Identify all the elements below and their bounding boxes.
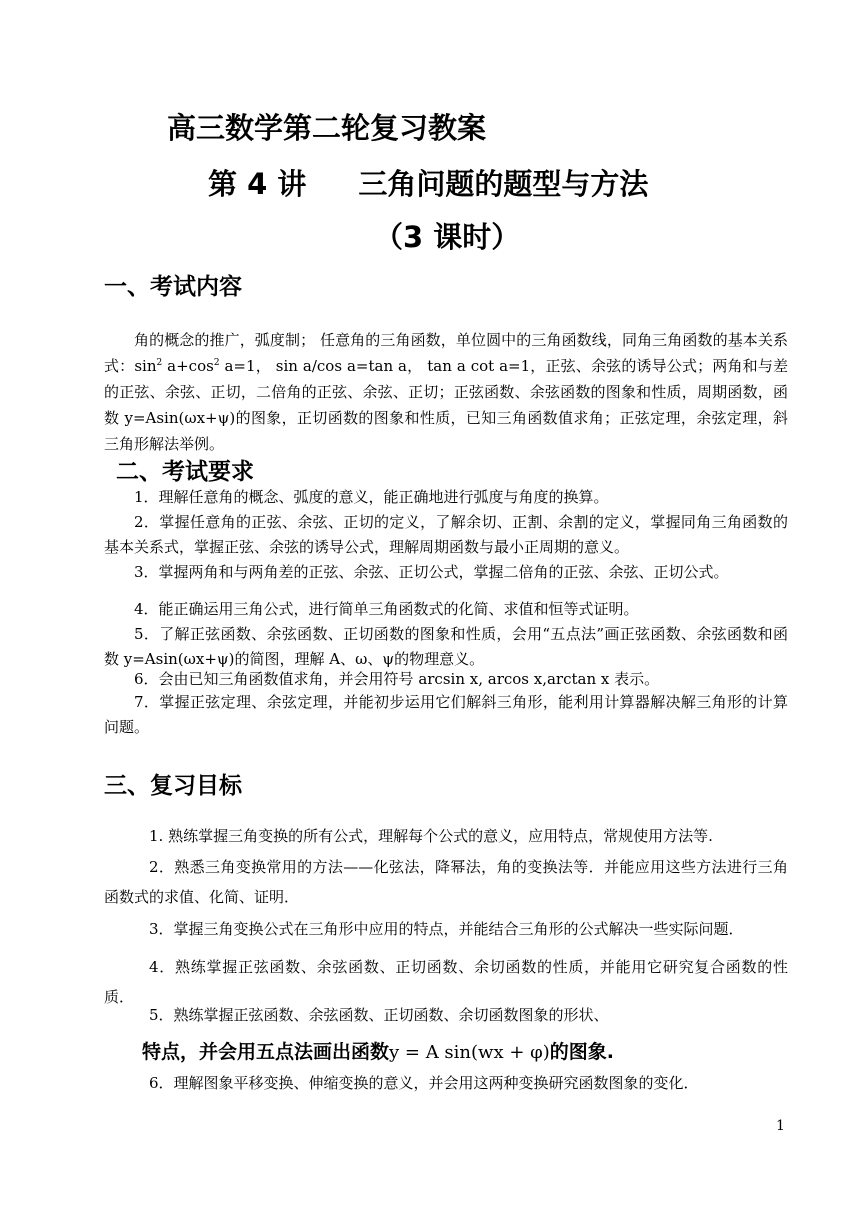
- section2-item: 5．了解正弦函数、余弦函数、正切函数的图象和性质，会用“五点法”画正弦函数、余弦函数和函数 y=Asin(ωx+ψ)的简图，理解 A、ω、ψ的物理意义。: [104, 625, 788, 668]
- page-number: 1: [776, 1118, 785, 1134]
- lecture-hours: （3 课时）: [374, 220, 521, 254]
- superscript: 2: [213, 358, 220, 368]
- section3-item: 1. 熟练掌握三角变换的所有公式，理解每个公式的意义，应用特点，常规使用方法等.: [149, 827, 713, 845]
- item5-text-a: 特点，并会用五点法画出函数: [142, 1041, 390, 1063]
- section2-item: 7．掌握正弦定理、余弦定理，并能初步运用它们解斜三角形，能利用计算器解决解三角形的计算问题。: [104, 693, 788, 736]
- function-formula: y = A sin(wx + φ): [389, 1042, 550, 1063]
- superscript: 2: [156, 358, 163, 368]
- section2-item: 1．理解任意角的概念、弧度的意义，能正确地进行弧度与角度的换算。: [134, 488, 609, 506]
- lecture-number: 第 4 讲: [208, 167, 307, 201]
- section3-item: 3．掌握三角变换公式在三角形中应用的特点，并能结合三角形的公式解决一些实际问题．: [149, 920, 744, 938]
- section2-item: 2．掌握任意角的正弦、余弦、正切的定义，了解余切、正割、余割的定义，掌握同角三角函数的基本关系式，掌握正弦、余弦的诱导公式，理解周期函数与最小正周期的意义。: [104, 513, 788, 556]
- section3-item: 5．熟练掌握正弦函数、余弦函数、正切函数、余切函数图象的形状、: [149, 1006, 609, 1024]
- section3-item: 6．理解图象平移变换、伸缩变换的意义，并会用这两种变换研究函数图象的变化．: [149, 1074, 699, 1092]
- section2-item: 4．能正确运用三角公式，进行简单三角函数式的化简、求值和恒等式证明。: [134, 600, 639, 618]
- section2-item: 3．掌握两角和与两角差的正弦、余弦、正切公式，掌握二倍角的正弦、余弦、正切公式。: [134, 563, 729, 581]
- section3-heading: 三、复习目标: [104, 773, 242, 799]
- section3-item: 4．熟练掌握正弦函数、余弦函数、正切函数、余切函数的性质，并能用它研究复合函数的性质．: [104, 958, 788, 1006]
- section3-item5-continuation: [142, 1037, 614, 1064]
- lecture-title: [208, 162, 648, 203]
- item5-text-b: 的图象.: [549, 1041, 614, 1063]
- section2-item: 6．会由已知三角函数值求角，并会用符号 arcsin x, arcos x,arctan x 表示。: [134, 670, 660, 688]
- section1-text-b: a+cos: [162, 357, 214, 375]
- section2-heading: 二、考试要求: [116, 459, 254, 485]
- document-title: 高三数学第二轮复习教案: [167, 111, 487, 145]
- section1-paragraph: [104, 327, 788, 457]
- lecture-topic: 三角问题的题型与方法: [358, 167, 649, 201]
- section1-heading: 一、考试内容: [104, 274, 242, 300]
- section3-item: 2．熟悉三角变换常用的方法——化弦法，降幂法，角的变换法等．并能应用这些方法进行三角函数式的求值、化简、证明．: [104, 858, 788, 906]
- section1-text-a: 角的概念的推广，弧度制； 任意角的三角函数，单位圆中的三角函数线，同角三角函数的基本关系式：sin: [104, 331, 788, 375]
- section1-text-c: a=1， sin a/cos a=tan a， tan a cot a=1，正弦、余弦的诱导公式；两角和与差的正弦、余弦、正切，二倍角的正弦、余弦、正切；正弦函数、余弦函数的图象和性质，周期函数，函数 y=Asin(ωx+ψ)的图象，正切函数的图象和性质，已知三角函数值求角；正弦定理，余弦定理，斜三角形解法举例。: [104, 357, 788, 453]
